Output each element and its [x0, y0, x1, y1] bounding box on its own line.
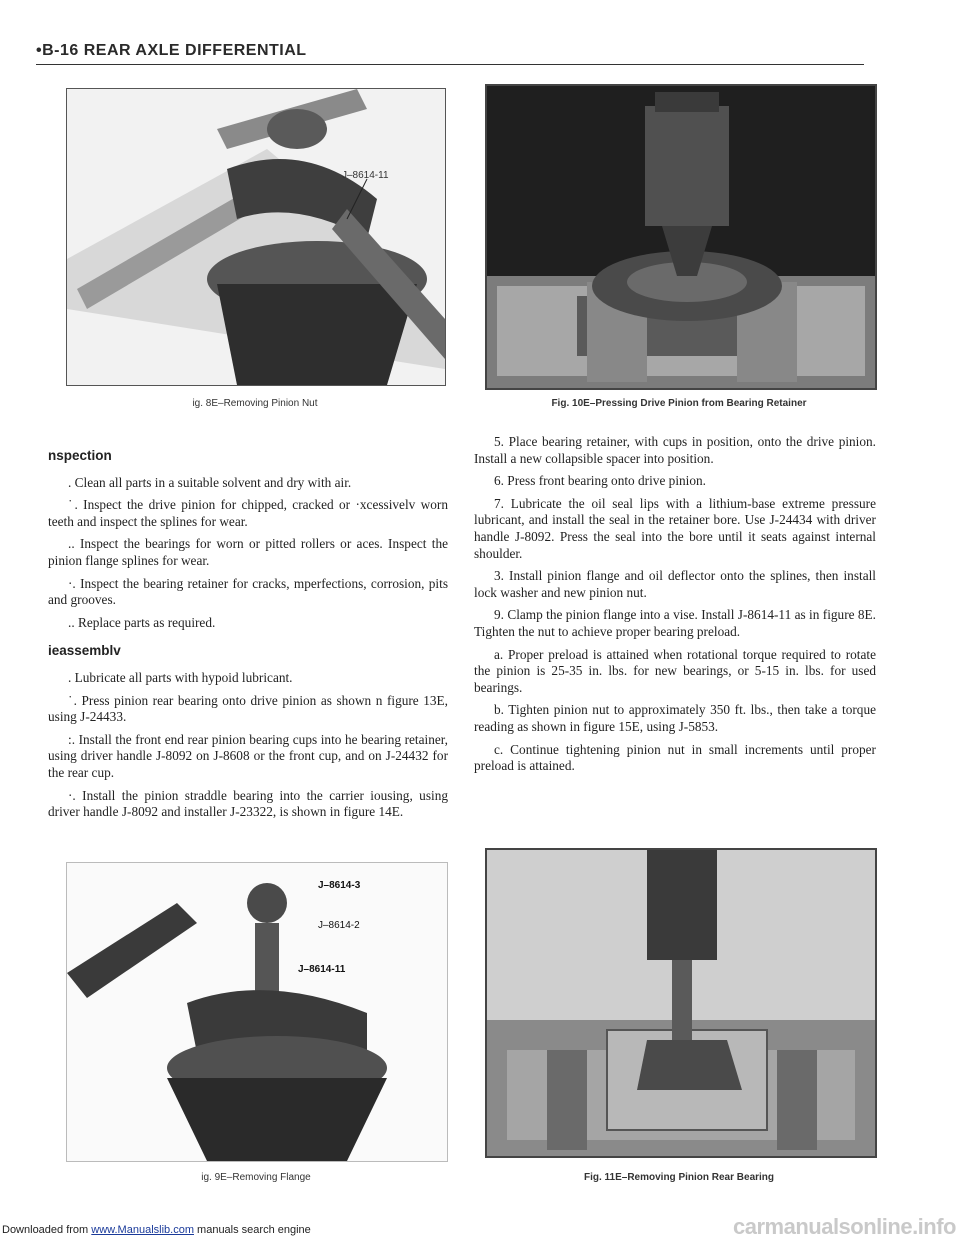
reassembly-step: ·. Install the pinion straddle bearing into the carrier iousing, using driver handle J-8092 and installer J-23322, is shown in figure 14E. [48, 787, 448, 820]
reassembly-step: :. Install the front end rear pinion bearing cups into he bearing retainer, using driver handle J-8092 on J-8608 or the front cup, and on J-24432 for the rear cup. [48, 731, 448, 780]
figure-11e-photo [485, 848, 877, 1158]
page-header: •B-16 REAR AXLE DIFFERENTIAL [36, 42, 307, 59]
assembly-substep: c. Continue tightening pinion nut in small increments until proper preload is attained. [474, 741, 876, 774]
figure-9e-label-1: J–8614-3 [318, 880, 361, 891]
figure-9e-caption: ig. 9E–Removing Flange [201, 1172, 311, 1183]
assembly-step: 6. Press front bearing onto drive pinion. [494, 473, 706, 489]
figure-8e-label: J–8614-11 [342, 170, 389, 181]
assembly-step: 9. Clamp the pinion flange into a vise. Install J-8614-11 as in figure 8E. Tighten the nut to achieve proper bearing preload. [474, 607, 876, 639]
footer [0, 1214, 960, 1242]
assembly-step: 7. Lubricate the oil seal lips with a lithium-base extreme pressure lubricant, and install the seal in the retainer bore. Use J-24434 with driver handle J-8092. Press the seal into the bore until it seats against internal shoulder. [474, 495, 876, 561]
left-column [48, 444, 448, 827]
figure-9e-label-3: J–8614-11 [298, 964, 346, 975]
inspection-heading: nspection [48, 448, 112, 463]
assembly-substep: b. Tighten pinion nut to approximately 350 ft. lbs., then take a torque reading as shown in figure 15E, using J-5853. [474, 702, 876, 734]
reassembly-step: . Lubricate all parts with hypoid lubricant. [68, 669, 293, 685]
inspection-step: ·. Inspect the bearing retainer for cracks, mperfections, corrosion, pits and grooves. [48, 575, 448, 608]
figure-8e-caption: ig. 8E–Removing Pinion Nut [192, 398, 318, 409]
header-rule [36, 64, 864, 65]
inspection-step: . Clean all parts in a suitable solvent and dry with air. [68, 474, 352, 490]
figure-11e-caption: Fig. 11E–Removing Pinion Rear Bearing [583, 1172, 775, 1183]
watermark: carmanualsonline.info [733, 1214, 956, 1239]
footer-suffix: manuals search engine [193, 1224, 311, 1236]
inspection-step: ˙. Inspect the drive pinion for chipped, cracked or ·xcessivelv worn teeth and inspect the splines for wear. [48, 497, 448, 529]
right-column [474, 434, 876, 781]
figure-10e-photo [485, 84, 877, 390]
assembly-step: 3. Install pinion flange and oil deflector onto the splines, then install lock washer and new pinion nut. [474, 568, 876, 600]
reassembly-step: ˙. Press pinion rear bearing onto drive pinion as shown n figure 13E, using J-24433. [48, 692, 448, 725]
figure-9e-photo [66, 862, 448, 1162]
inspection-step: .. Replace parts as required. [68, 614, 216, 630]
inspection-step: .. Inspect the bearings for worn or pitted rollers or aces. Inspect the pinion flange splines for wear. [48, 536, 448, 568]
footer-prefix: Downloaded from [2, 1224, 92, 1236]
assembly-step: 5. Place bearing retainer, with cups in position, onto the drive pinion. Install a new collapsible spacer into position. [474, 434, 876, 466]
figure-9e-label-2: J–8614-2 [318, 920, 360, 931]
reassembly-heading: ieassemblv [48, 643, 121, 659]
footer-download-note [2, 1224, 311, 1236]
figure-10e-caption: Fig. 10E–Pressing Drive Pinion from Bearing Retainer [551, 398, 807, 409]
figure-8e-photo [66, 88, 446, 386]
manualslib-link[interactable]: www.Manualslib.com [91, 1224, 194, 1236]
assembly-substep: a. Proper preload is attained when rotational torque required to rotate the pinion is 25-35 in. lbs. for new bearings, or 5-15 in. lbs. for used bearings. [474, 646, 876, 695]
